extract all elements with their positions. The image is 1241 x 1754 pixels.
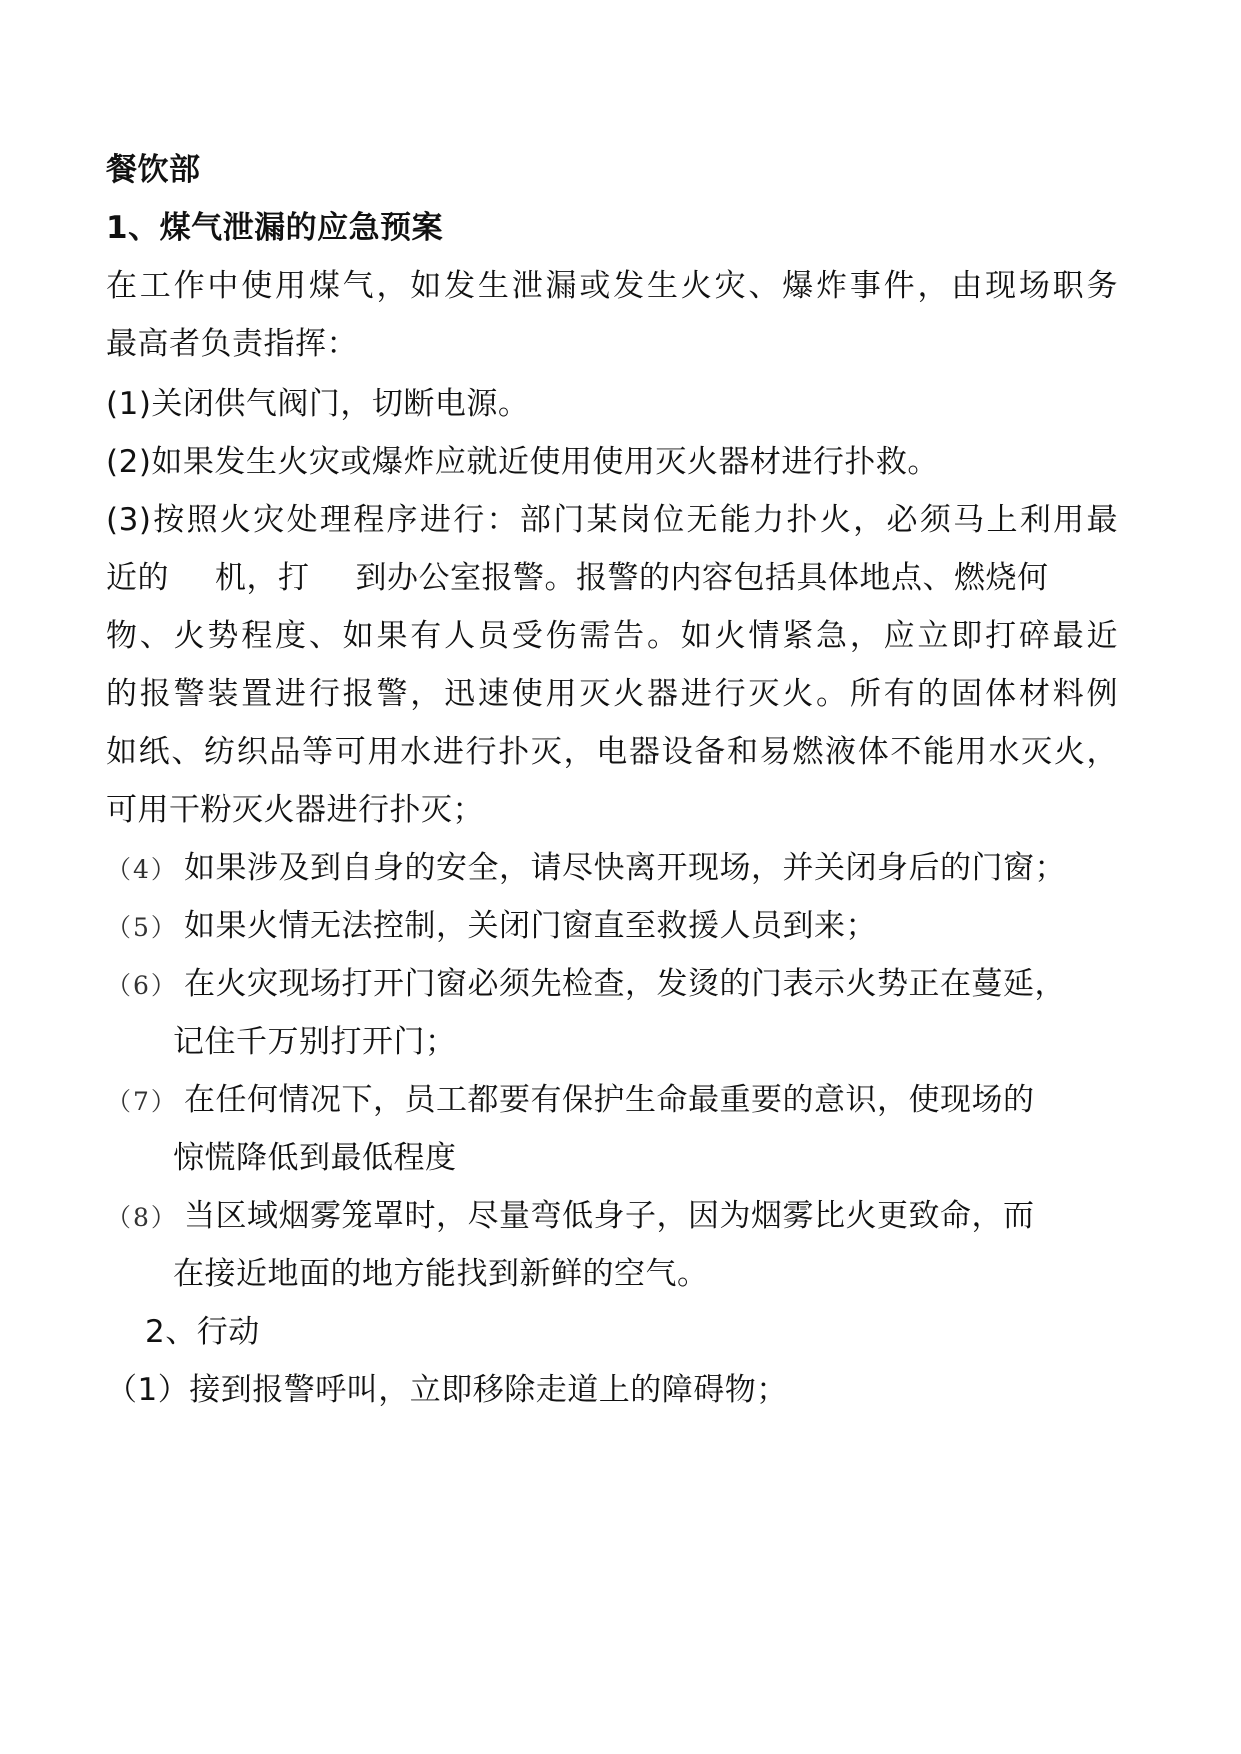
list-item-8 xyxy=(106,1196,1035,1238)
list-item-6 xyxy=(106,964,1066,1006)
section-2-item-1: （1）接到报警呼叫，立即移除走道上的障碍物； xyxy=(106,1372,788,1408)
step-3-line-1: (3)按照火灾处理程序进行：部门某岗位无能力扑火，必须马上利用最 xyxy=(106,502,1118,538)
step-3-line-3: 物、火势程度、如果有人员受伤需告。如火情紧急，应立即打碎最近 xyxy=(106,618,1118,654)
list-item-7-continued: 惊慌降低到最低程度 xyxy=(173,1140,457,1176)
list-item-8-continued: 在接近地面的地方能找到新鲜的空气。 xyxy=(173,1256,709,1292)
step-3-line-5: 如纸、纺织品等可用水进行扑灭，电器设备和易燃液体不能用水灭火， xyxy=(106,734,1118,770)
step-2: (2)如果发生火灾或爆炸应就近使用使用灭火器材进行扑救。 xyxy=(106,444,939,480)
item-number: （8） xyxy=(106,1203,178,1232)
item-text: 当区域烟雾笼罩时，尽量弯低身子，因为烟雾比火更致命，而 xyxy=(184,1198,1035,1234)
list-item-6-continued: 记住千万别打开门； xyxy=(173,1024,457,1060)
section-title: 1、煤气泄漏的应急预案 xyxy=(106,210,444,246)
step-3-line-4: 的报警装置进行报警，迅速使用灭火器进行灭火。所有的固体材料例 xyxy=(106,676,1118,712)
intro-line-1: 在工作中使用煤气，如发生泄漏或发生火灾、爆炸事件，由现场职务 xyxy=(106,268,1118,304)
department-heading: 餐饮部 xyxy=(106,152,201,188)
step-3-line-6: 可用干粉灭火器进行扑灭； xyxy=(106,792,484,828)
item-text: 在任何情况下，员工都要有保护生命最重要的意识，使现场的 xyxy=(184,1082,1035,1118)
step-3-text-a: 近的 xyxy=(106,560,169,596)
step-3-text-b: 机，打 xyxy=(215,560,310,596)
step-3-line-2 xyxy=(106,558,1049,598)
item-text: 在火灾现场打开门窗必须先检查，发烫的门表示火势正在蔓延， xyxy=(184,966,1066,1002)
item-text: 如果涉及到自身的安全，请尽快离开现场，并关闭身后的门窗； xyxy=(184,850,1066,886)
intro-line-2: 最高者负责指挥： xyxy=(106,326,358,362)
item-number: （7） xyxy=(106,1087,178,1116)
list-item-4 xyxy=(106,848,1066,890)
section-2-title: 2、行动 xyxy=(145,1314,260,1350)
step-3-text-c: 到办公室报警。报警的内容包括具体地点、燃烧何 xyxy=(355,560,1049,596)
item-number: （6） xyxy=(106,971,178,1000)
item-number: （4） xyxy=(106,855,178,884)
item-text: 如果火情无法控制，关闭门窗直至救援人员到来； xyxy=(184,908,877,944)
list-item-7 xyxy=(106,1080,1035,1122)
item-number: （5） xyxy=(106,913,178,942)
list-item-5 xyxy=(106,906,877,948)
step-1: (1)关闭供气阀门，切断电源。 xyxy=(106,386,530,422)
